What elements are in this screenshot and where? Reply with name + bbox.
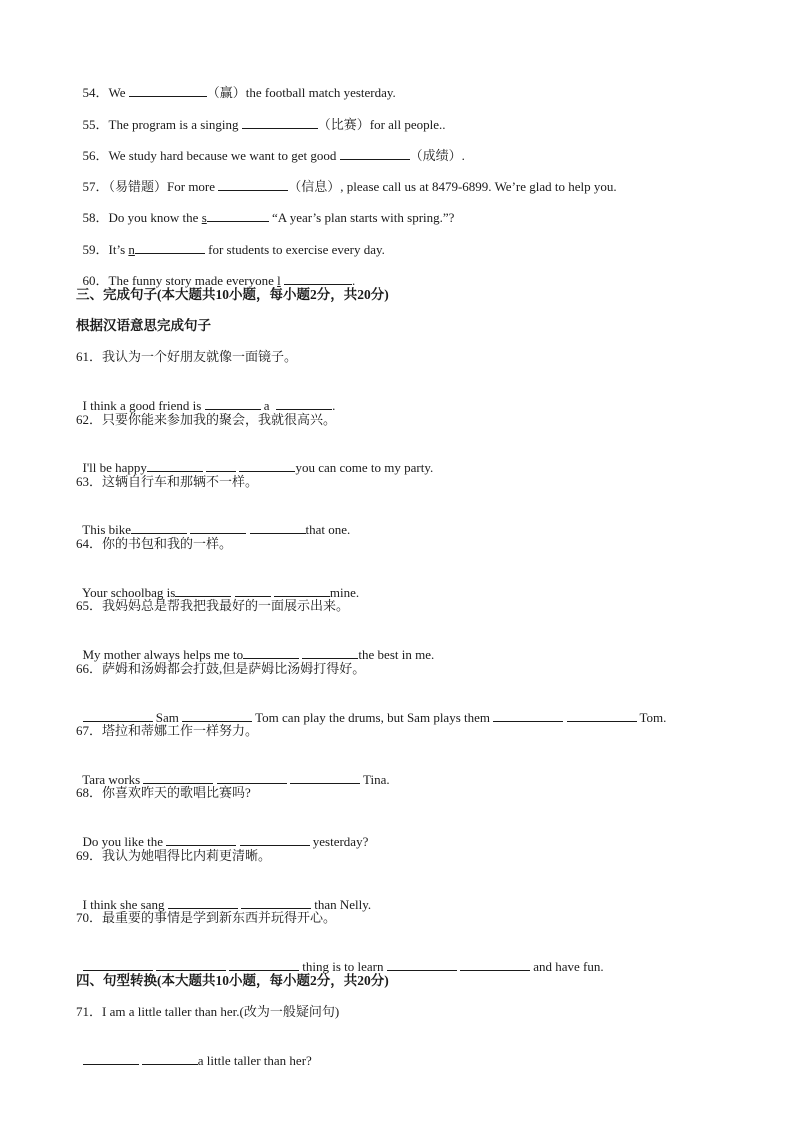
question-text: I'll be happy: [82, 460, 147, 475]
question-text: （比赛）for all people..: [317, 117, 446, 132]
answer-blank[interactable]: [205, 397, 261, 410]
question-66-prompt: 66．萨姆和汤姆都会打鼓,但是萨姆比汤姆打得好。: [76, 661, 366, 676]
question-number: 60．: [82, 273, 109, 288]
question-69-prompt: 69．我认为她唱得比内莉更清晰。: [76, 848, 272, 863]
answer-blank[interactable]: [218, 178, 288, 191]
question-text: you can come to my party.: [295, 460, 434, 475]
question-56: [76, 131, 465, 164]
question-number: 54．: [82, 85, 109, 100]
answer-blank[interactable]: [567, 709, 637, 722]
question-61-answer: [76, 381, 335, 414]
question-58: [76, 193, 454, 226]
answer-blank[interactable]: [190, 521, 246, 534]
question-68-answer: [76, 817, 368, 850]
first-letter-hint: n: [128, 242, 135, 257]
question-text: The program is a singing: [108, 117, 242, 132]
answer-blank[interactable]: [143, 771, 213, 784]
answer-blank[interactable]: [206, 459, 236, 472]
question-number: 56．: [82, 148, 109, 163]
question-text: We: [108, 85, 129, 100]
answer-blank[interactable]: [493, 709, 563, 722]
question-55: [76, 100, 446, 133]
question-63-prompt: 63．这辆自行车和那辆不一样。: [76, 474, 259, 489]
question-text: yesterday?: [309, 834, 369, 849]
section-instruction: 根据汉语意思完成句子: [76, 318, 211, 333]
question-65-prompt: 65．我妈妈总是帮我把我最好的一面展示出来。: [76, 598, 350, 613]
question-60: [76, 256, 355, 289]
question-59: [76, 225, 385, 258]
answer-blank[interactable]: [182, 709, 252, 722]
answer-blank[interactable]: [235, 584, 271, 597]
answer-blank[interactable]: [83, 709, 153, 722]
answer-blank[interactable]: [302, 646, 358, 659]
answer-blank[interactable]: [168, 896, 238, 909]
answer-blank[interactable]: [83, 1052, 139, 1065]
question-text: Do you know the: [108, 210, 202, 225]
question-text: thing is to learn: [299, 959, 387, 974]
answer-blank[interactable]: [240, 833, 310, 846]
question-68-prompt: 68．你喜欢昨天的歌唱比赛吗?: [76, 785, 251, 800]
question-70-answer: [76, 942, 604, 975]
answer-blank[interactable]: [129, 84, 207, 97]
answer-blank[interactable]: [460, 958, 530, 971]
question-69-answer: [76, 880, 371, 913]
answer-blank[interactable]: [217, 771, 287, 784]
answer-blank[interactable]: [135, 241, 205, 254]
section-heading: 四、句型转换(本大题共10小题，每小题2分，共20分): [76, 973, 389, 988]
answer-blank[interactable]: [207, 209, 269, 222]
question-70-prompt: 70．最重要的事情是学到新东西并玩得开心。: [76, 910, 337, 925]
question-text: that one.: [305, 522, 351, 537]
question-text: .: [351, 273, 356, 288]
question-61-prompt: 61．我认为一个好朋友就像一面镜子。: [76, 349, 298, 364]
question-text: I think a good friend is: [82, 398, 205, 413]
question-71-answer: [76, 1036, 312, 1069]
answer-blank[interactable]: [290, 771, 360, 784]
answer-blank[interactable]: [131, 521, 187, 534]
question-text: and have fun.: [530, 959, 604, 974]
question-62-answer: [76, 443, 433, 476]
question-text: Tom can play the drums, but Sam plays them: [252, 710, 494, 725]
question-number: 58．: [82, 210, 109, 225]
question-text: （易错题）For more: [108, 179, 219, 194]
question-text: Tara works: [82, 772, 144, 787]
question-text: My mother always helps me to: [82, 647, 244, 662]
question-text: （赢）the football match yesterday.: [206, 85, 396, 100]
answer-blank[interactable]: [142, 1052, 198, 1065]
question-text: “A year’s plan starts with spring.”?: [268, 210, 455, 225]
answer-blank[interactable]: [241, 896, 311, 909]
answer-blank[interactable]: [250, 521, 306, 534]
question-54: [76, 68, 396, 101]
answer-blank[interactable]: [166, 833, 236, 846]
question-text: This bike: [82, 522, 132, 537]
question-text: I think she sang: [82, 897, 168, 912]
question-text: a: [260, 398, 273, 413]
question-text: The funny story made everyone: [108, 273, 278, 288]
question-text: Tom.: [636, 710, 667, 725]
answer-blank[interactable]: [175, 584, 231, 597]
question-text: Do you like the: [82, 834, 167, 849]
question-number: 55．: [82, 117, 109, 132]
answer-blank[interactable]: [239, 459, 295, 472]
answer-blank[interactable]: [242, 116, 318, 129]
question-text: Sam: [152, 710, 183, 725]
question-57: [76, 162, 617, 195]
first-letter-hint: s: [201, 210, 207, 225]
question-64-prompt: 64．你的书包和我的一样。: [76, 536, 233, 551]
answer-blank[interactable]: [243, 646, 299, 659]
question-text: a little taller than her?: [197, 1053, 312, 1068]
question-text: （信息）, please call us at 8479-6899. We’re glad to help you.: [288, 179, 617, 194]
answer-blank[interactable]: [387, 958, 457, 971]
question-text: than Nelly.: [310, 897, 372, 912]
section-heading: 三、完成句子(本大题共10小题，每小题2分，共20分): [76, 287, 389, 302]
answer-blank[interactable]: [284, 272, 352, 285]
question-63-answer: [76, 505, 350, 538]
question-67-prompt: 67．塔拉和蒂娜工作一样努力。: [76, 723, 259, 738]
answer-blank[interactable]: [340, 147, 410, 160]
question-67-answer: [76, 755, 390, 788]
answer-blank[interactable]: [156, 958, 226, 971]
question-text: for students to exercise every day.: [204, 242, 385, 257]
question-text: Your schoolbag is: [82, 585, 176, 600]
first-letter-hint: l: [277, 273, 281, 288]
answer-blank[interactable]: [83, 958, 153, 971]
question-text: We study hard because we want to get good: [108, 148, 340, 163]
question-64-answer: [76, 568, 359, 601]
question-65-answer: [76, 630, 434, 663]
question-text: mine.: [329, 585, 360, 600]
answer-blank[interactable]: [274, 584, 330, 597]
question-text: It’s: [108, 242, 129, 257]
question-number: 59．: [82, 242, 109, 257]
question-62-prompt: 62．只要你能来参加我的聚会，我就很高兴。: [76, 412, 337, 427]
question-text: （成绩）.: [409, 148, 465, 163]
question-text: .: [332, 398, 336, 413]
question-71-prompt: 71．I am a little taller than her.(改为一般疑问句): [76, 1004, 340, 1019]
question-number: 57．: [82, 179, 109, 194]
answer-blank[interactable]: [147, 459, 203, 472]
question-text: Tina.: [359, 772, 390, 787]
question-text: the best in me.: [358, 647, 435, 662]
answer-blank[interactable]: [276, 397, 332, 410]
question-66-answer: [76, 693, 666, 726]
answer-blank[interactable]: [229, 958, 299, 971]
